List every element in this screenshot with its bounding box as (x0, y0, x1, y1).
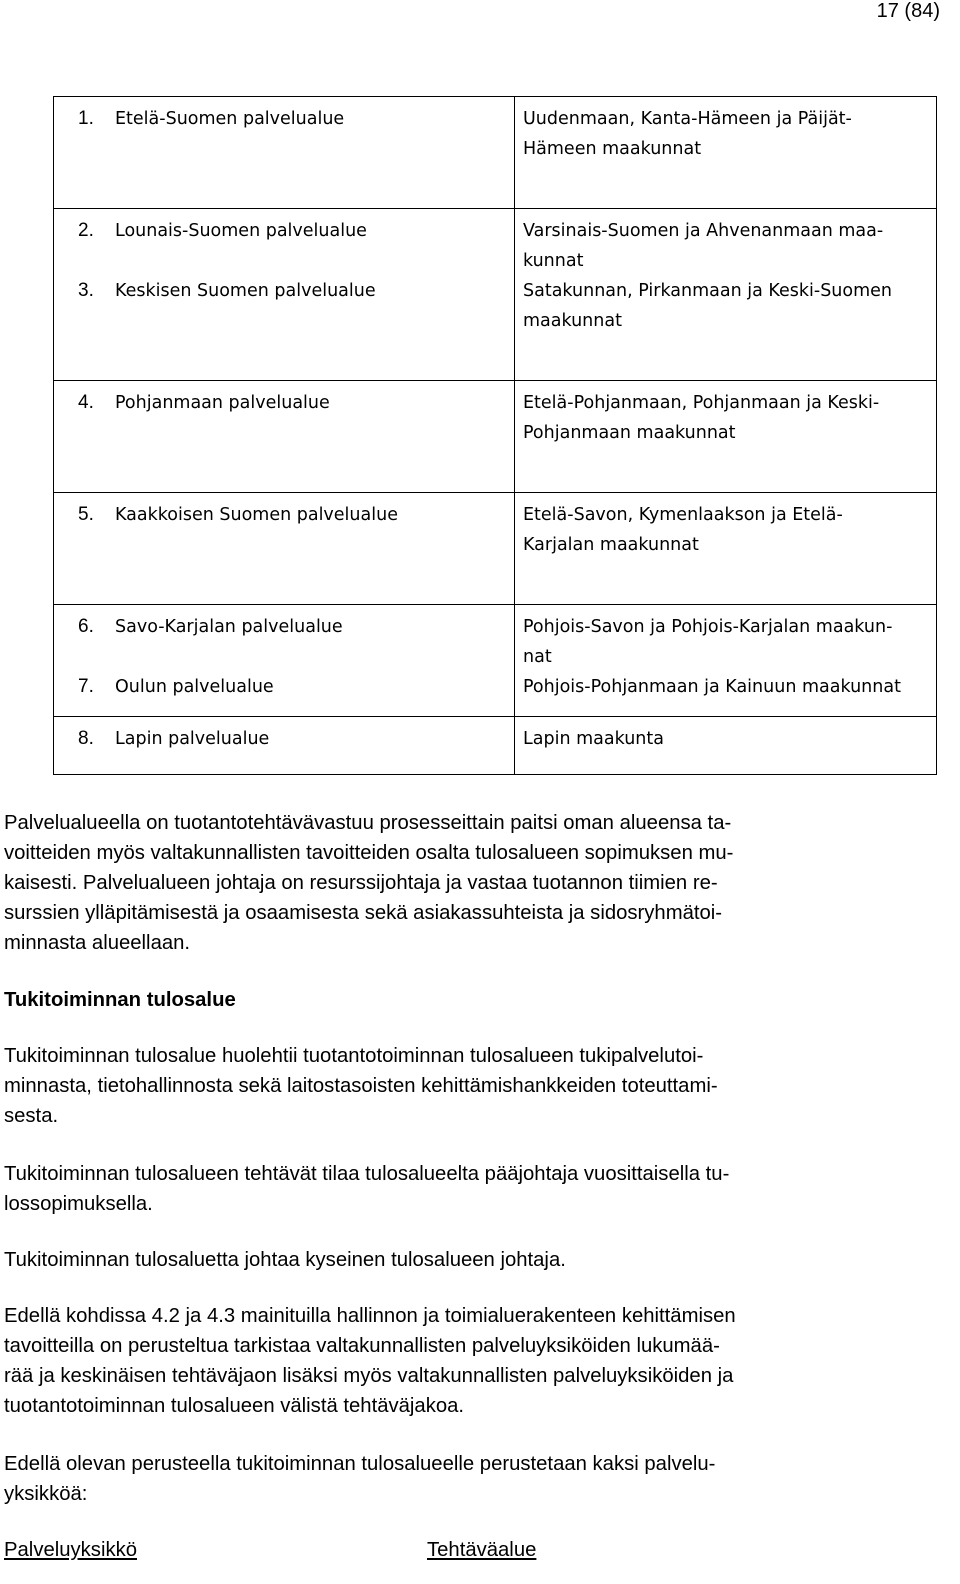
region-name-cell (54, 97, 515, 209)
region-name: Etelä-Suomen palvelualue (115, 109, 345, 129)
service-area-table (53, 96, 937, 775)
region-area-line: Karjalan maakunnat (523, 535, 699, 555)
region-area-cell (515, 381, 937, 493)
column-header-task-area: Tehtäväalue (427, 1539, 537, 1561)
region-area-line: Varsinais-Suomen ja Ahvenanmaan maa- (523, 221, 884, 241)
table-row (54, 493, 937, 605)
table-row (54, 381, 937, 493)
text-line: tuotantotoiminnan tulosalueen välistä tehtäväjakoa. (4, 1395, 465, 1417)
region-area-cell (515, 276, 937, 381)
region-name: Lounais-Suomen palvelualue (115, 221, 367, 241)
text-line: Tukitoiminnan tulosaluetta johtaa kyseinen tulosalueen johtaja. (4, 1249, 566, 1271)
region-area-cell (515, 672, 937, 717)
table-row (54, 717, 937, 775)
text-line: Palvelualueella on tuotantotehtävävastuu prosesseittain paitsi oman alueensa ta- (4, 812, 732, 834)
region-name-cell (54, 672, 515, 717)
region-name: Oulun palvelualue (115, 677, 274, 697)
text-line: Edellä kohdissa 4.2 ja 4.3 mainituilla hallinnon ja toimialuerakenteen kehittämisen (4, 1305, 736, 1327)
region-number: 4. (78, 392, 94, 413)
text-line: voitteiden myös valtakunnallisten tavoitteiden osalta tulosalueen sopimuksen mu- (4, 842, 734, 864)
region-name: Keskisen Suomen palvelualue (115, 281, 376, 301)
text-line: minnasta alueellaan. (4, 932, 191, 954)
region-area-cell (515, 605, 937, 673)
text-line: lossopimuksella. (4, 1193, 153, 1215)
region-number: 2. (78, 220, 94, 241)
page-number: 17 (84) (876, 0, 940, 22)
region-name: Savo-Karjalan palvelualue (115, 617, 343, 637)
paragraph-development (4, 1301, 954, 1421)
region-name-cell (54, 493, 515, 605)
region-number: 5. (78, 504, 94, 525)
region-number: 7. (78, 676, 94, 697)
region-name-cell (54, 605, 515, 673)
region-area-cell (515, 717, 937, 775)
section-heading: Tukitoiminnan tulosalue (4, 989, 236, 1011)
region-area-line: Satakunnan, Pirkanmaan ja Keski-Suomen (523, 281, 893, 301)
region-number: 3. (78, 280, 94, 301)
paragraph-two-units (4, 1449, 954, 1509)
region-area-line: kunnat (523, 251, 584, 271)
table-row (54, 672, 937, 717)
table-row (54, 605, 937, 673)
paragraph-tasks (4, 1159, 954, 1219)
table-row (54, 209, 937, 277)
text-line: sesta. (4, 1105, 59, 1127)
text-line: kaisesti. Palvelualueen johtaja on resurssijohtaja ja vastaa tuotannon tiimien re- (4, 872, 718, 894)
region-number: 6. (78, 616, 94, 637)
paragraph-service-area (4, 808, 954, 958)
text-line: tavoitteilla on perusteltua tarkistaa valtakunnallisten palveluyksiköiden lukumää- (4, 1335, 720, 1357)
region-number: 8. (78, 728, 94, 749)
table-row (54, 276, 937, 381)
table-row (54, 97, 937, 209)
text-line: rää ja keskinäisen tehtäväjaon lisäksi myös valtakunnallisten palveluyksiköiden ja (4, 1365, 734, 1387)
paragraph-director (4, 1245, 954, 1275)
region-area-cell (515, 493, 937, 605)
text-line: minnasta, tietohallinnosta sekä laitostasoisten kehittämishankkeiden toteuttami- (4, 1075, 718, 1097)
region-area-line: maakunnat (523, 311, 622, 331)
region-area-line: Pohjanmaan maakunnat (523, 423, 736, 443)
region-area-cell (515, 209, 937, 277)
region-name-cell (54, 276, 515, 381)
region-name: Lapin palvelualue (115, 729, 270, 749)
region-area-cell (515, 97, 937, 209)
region-area-line: Pohjois-Savon ja Pohjois-Karjalan maakun- (523, 617, 893, 637)
text-line: Edellä olevan perusteella tukitoiminnan tulosalueelle perustetaan kaksi palvelu- (4, 1453, 716, 1475)
text-line: Tukitoiminnan tulosalue huolehtii tuotantotoiminnan tulosalueen tukipalvelutoi- (4, 1045, 704, 1067)
region-number: 1. (78, 108, 94, 129)
region-name: Pohjanmaan palvelualue (115, 393, 330, 413)
region-name: Kaakkoisen Suomen palvelualue (115, 505, 398, 525)
region-area-line: Lapin maakunta (523, 729, 664, 749)
region-name-cell (54, 381, 515, 493)
region-area-line: Uudenmaan, Kanta-Hämeen ja Päijät- (523, 109, 852, 129)
region-area-line: Hämeen maakunnat (523, 139, 702, 159)
column-header-unit: Palveluyksikkö (4, 1539, 138, 1561)
region-name-cell (54, 209, 515, 277)
paragraph-support-unit (4, 1041, 954, 1131)
text-line: surssien ylläpitämisestä ja osaamisesta sekä asiakassuhteista ja sidosryhmätoi- (4, 902, 723, 924)
region-area-line: Pohjois-Pohjanmaan ja Kainuun maakunnat (523, 677, 901, 697)
text-line: yksikköä: (4, 1483, 88, 1505)
text-line: Tukitoiminnan tulosalueen tehtävät tilaa tulosalueelta pääjohtaja vuosittaisella tu- (4, 1163, 730, 1185)
region-area-line: Etelä-Pohjanmaan, Pohjanmaan ja Keski- (523, 393, 880, 413)
region-name-cell (54, 717, 515, 775)
region-area-line: nat (523, 647, 552, 667)
region-area-line: Etelä-Savon, Kymenlaakson ja Etelä- (523, 505, 843, 525)
